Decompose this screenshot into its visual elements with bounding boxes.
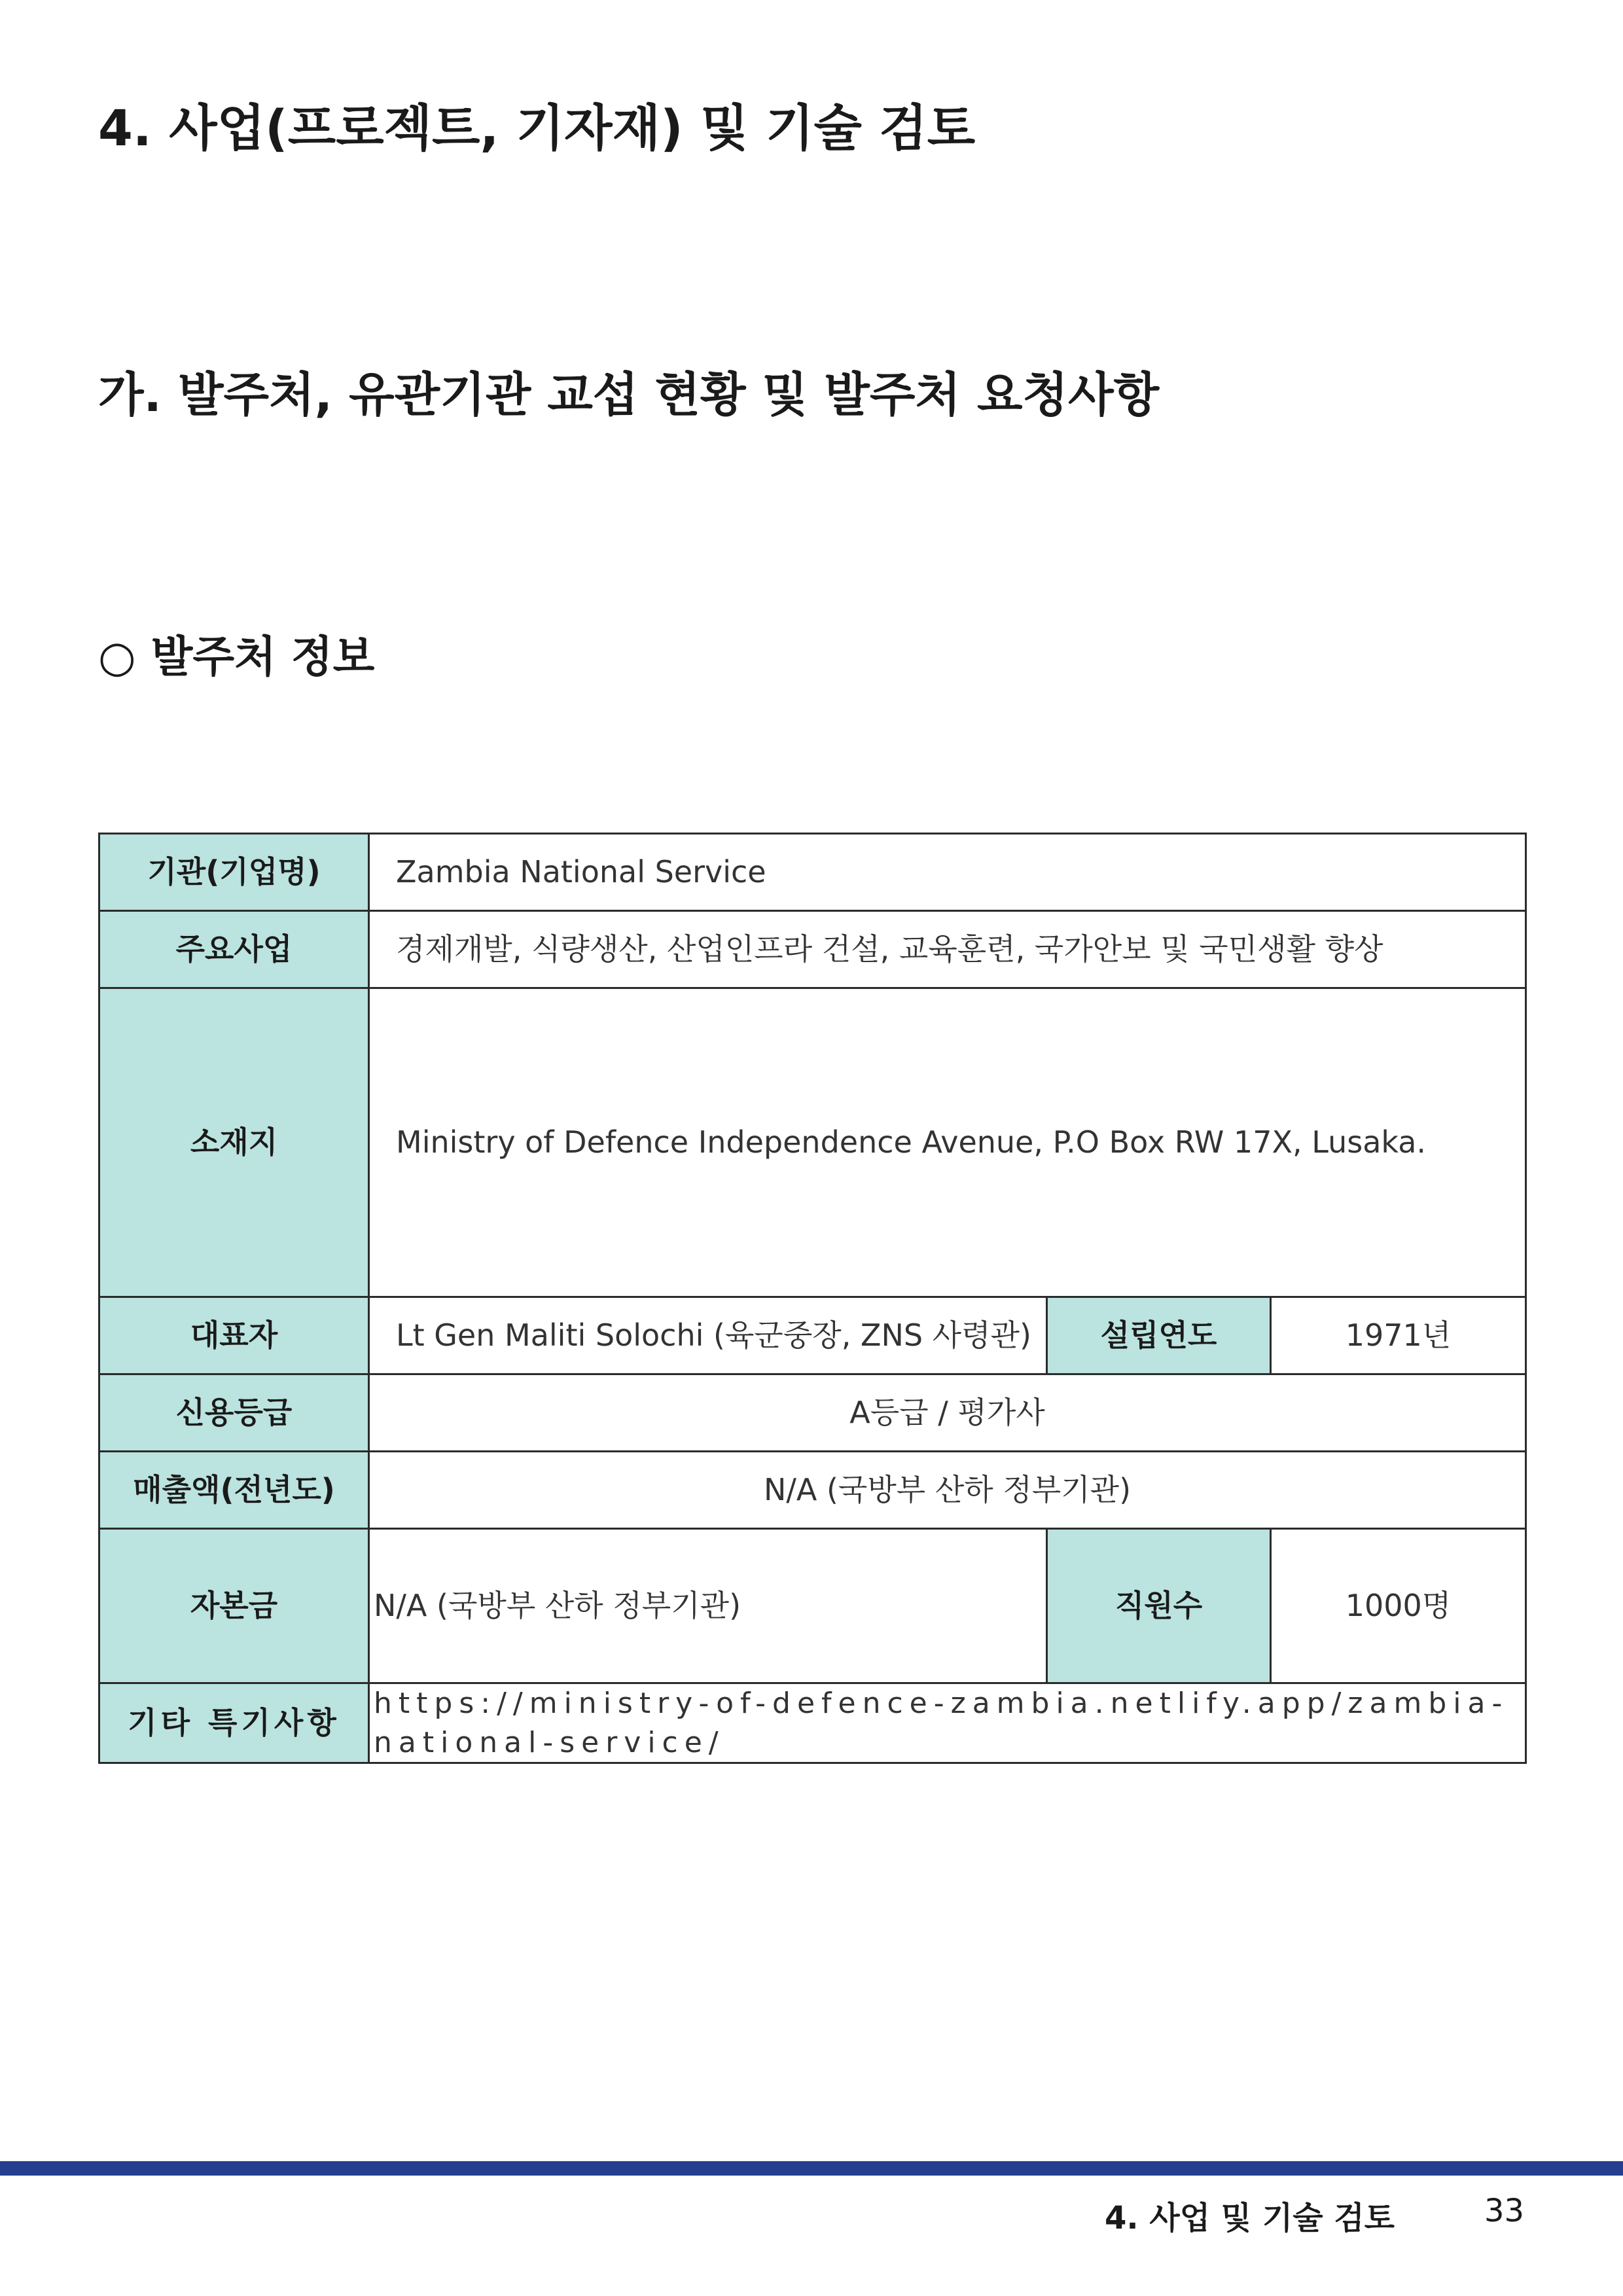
- employees-value: 1000명: [1271, 1529, 1526, 1683]
- page-number: 33: [1484, 2193, 1525, 2229]
- table-row-etc: [99, 1683, 1526, 1763]
- rep-value: Lt Gen Maliti Solochi (육군중장, ZNS 사령관): [369, 1297, 1047, 1374]
- footer-bar: [0, 2161, 1623, 2176]
- item-heading: ○ 발주처 정보: [98, 632, 375, 682]
- section-heading: 4. 사업(프로젝트, 기자재) 및 기술 검토: [98, 99, 976, 157]
- table-row-credit: [99, 1374, 1526, 1452]
- org-value: Zambia National Service: [369, 834, 1526, 911]
- capital-value: N/A (국방부 산하 정부기관): [369, 1529, 1047, 1683]
- table-row-location: [99, 988, 1526, 1297]
- location-value: Ministry of Defence Independence Avenue, P.O Box RW 17X, Lusaka.: [369, 988, 1526, 1297]
- credit-label: 신용등급: [99, 1374, 369, 1452]
- client-info-table: [98, 833, 1527, 1764]
- revenue-label: 매출액(전년도): [99, 1452, 369, 1529]
- capital-label: 자본금: [99, 1529, 369, 1683]
- revenue-value: N/A (국방부 산하 정부기관): [369, 1452, 1526, 1529]
- org-label: 기관(기업명): [99, 834, 369, 911]
- etc-link[interactable]: https://ministry-of-defence-zambia.netlify.app/zambia-national-service/: [369, 1683, 1526, 1763]
- employees-label: 직원수: [1047, 1529, 1271, 1683]
- table-row-org: [99, 834, 1526, 911]
- table-row-representative: [99, 1297, 1526, 1374]
- footer-section-title: 4. 사업 및 기술 검토: [1105, 2200, 1395, 2236]
- founded-value: 1971년: [1271, 1297, 1526, 1374]
- subsection-heading: 가. 발주처, 유관기관 교섭 현황 및 발주처 요청사항: [98, 367, 1160, 422]
- business-value: 경제개발, 식량생산, 산업인프라 건설, 교육훈련, 국가안보 및 국민생활 향상: [369, 911, 1526, 988]
- etc-label: 기타 특기사항: [99, 1683, 369, 1763]
- rep-label: 대표자: [99, 1297, 369, 1374]
- table-row-business: [99, 911, 1526, 988]
- founded-label: 설립연도: [1047, 1297, 1271, 1374]
- location-label: 소재지: [99, 988, 369, 1297]
- credit-value: A등급 / 평가사: [369, 1374, 1526, 1452]
- business-label: 주요사업: [99, 911, 369, 988]
- table-row-revenue: [99, 1452, 1526, 1529]
- table-row-capital: [99, 1529, 1526, 1683]
